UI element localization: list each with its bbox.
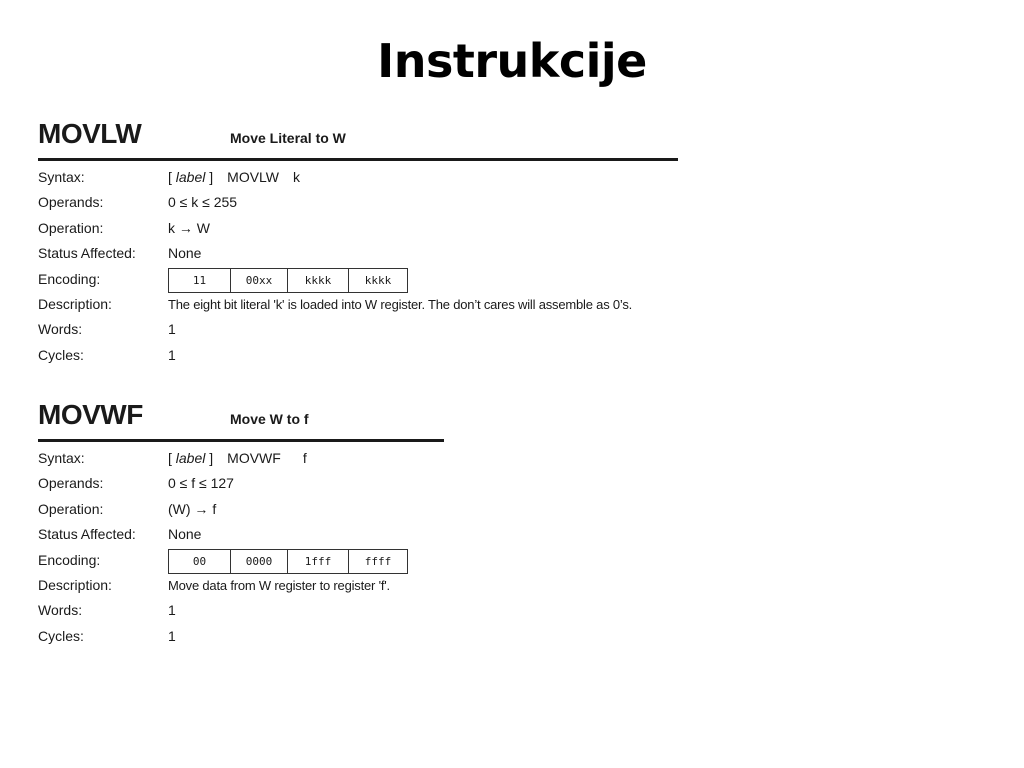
words-value: 1 bbox=[168, 602, 176, 619]
encoding-cell: kkkk bbox=[348, 269, 407, 292]
words-label: Words: bbox=[38, 321, 83, 338]
encoding-label: Encoding: bbox=[38, 270, 101, 287]
encoding-cell: ffff bbox=[348, 550, 407, 573]
instruction-summary: Move Literal to W bbox=[230, 130, 346, 146]
cycles-label: Cycles: bbox=[38, 627, 84, 644]
operation-row bbox=[38, 497, 444, 522]
status-row bbox=[38, 522, 444, 547]
operation-row bbox=[38, 216, 678, 241]
description-row bbox=[38, 573, 444, 598]
operation-value: k → W bbox=[168, 219, 210, 236]
syntax-operand: f bbox=[302, 450, 307, 466]
encoding-cell: 0000 bbox=[230, 550, 287, 573]
encoding-cell: 1fff bbox=[287, 550, 348, 573]
words-row bbox=[38, 598, 444, 623]
description-row bbox=[38, 292, 678, 317]
syntax-label: Syntax: bbox=[38, 450, 85, 466]
instruction-header bbox=[38, 118, 678, 161]
syntax-label-placeholder: label bbox=[175, 169, 206, 185]
encoding-table bbox=[168, 549, 408, 574]
cycles-value: 1 bbox=[168, 346, 176, 363]
syntax-row bbox=[38, 165, 678, 190]
instruction-summary: Move W to f bbox=[230, 411, 309, 427]
description-value: The eight bit literal 'k' is loaded into W register. The don’t cares will assemble as 0’s. bbox=[168, 296, 633, 312]
operands-row bbox=[38, 471, 444, 496]
description-value: Move data from W register to register 'f'. bbox=[168, 577, 390, 593]
instruction-fields bbox=[38, 165, 678, 368]
syntax-value: [ label ] MOVWF f bbox=[168, 450, 307, 466]
operands-value: 0 ≤ f ≤ 127 bbox=[168, 475, 234, 492]
cycles-row bbox=[38, 343, 678, 368]
instruction-header bbox=[38, 399, 444, 442]
operands-row bbox=[38, 190, 678, 215]
syntax-value: [ label ] MOVLW k bbox=[168, 169, 301, 185]
cycles-row bbox=[38, 624, 444, 649]
status-value: None bbox=[168, 526, 202, 543]
instruction-movwf bbox=[38, 399, 444, 649]
operands-value: 0 ≤ k ≤ 255 bbox=[168, 194, 238, 211]
cycles-label: Cycles: bbox=[38, 346, 84, 363]
words-label: Words: bbox=[38, 602, 83, 619]
instruction-mnemonic: MOVLW bbox=[38, 118, 142, 149]
words-value: 1 bbox=[168, 321, 176, 338]
syntax-label-placeholder: label bbox=[175, 450, 206, 466]
status-value: None bbox=[168, 245, 202, 262]
status-label: Status Affected: bbox=[38, 245, 136, 262]
encoding-cell: 11 bbox=[192, 273, 207, 287]
instruction-fields bbox=[38, 446, 444, 649]
description-label: Description: bbox=[38, 295, 112, 312]
syntax-mnemonic: MOVWF bbox=[227, 450, 281, 466]
encoding-label: Encoding: bbox=[38, 551, 101, 568]
encoding-table bbox=[168, 268, 408, 293]
syntax-label: Syntax: bbox=[38, 169, 85, 185]
encoding-row bbox=[38, 267, 678, 292]
slide-title: Instrukcije bbox=[377, 34, 647, 88]
status-row bbox=[38, 241, 678, 266]
operation-label: Operation: bbox=[38, 500, 104, 517]
encoding-cell: 00 bbox=[192, 554, 207, 568]
encoding-cell: 00xx bbox=[230, 269, 287, 292]
operands-label: Operands: bbox=[38, 194, 104, 211]
status-label: Status Affected: bbox=[38, 526, 136, 543]
syntax-operand: k bbox=[293, 169, 301, 185]
operation-label: Operation: bbox=[38, 219, 104, 236]
cycles-value: 1 bbox=[168, 627, 176, 644]
instruction-mnemonic: MOVWF bbox=[38, 399, 143, 430]
encoding-row bbox=[38, 548, 444, 573]
syntax-row bbox=[38, 446, 444, 471]
syntax-mnemonic: MOVLW bbox=[227, 169, 280, 185]
encoding-cell: kkkk bbox=[287, 269, 348, 292]
instruction-movlw bbox=[38, 118, 678, 368]
description-label: Description: bbox=[38, 576, 112, 593]
operation-value: (W) → f bbox=[168, 500, 217, 517]
words-row bbox=[38, 317, 678, 342]
operands-label: Operands: bbox=[38, 475, 104, 492]
